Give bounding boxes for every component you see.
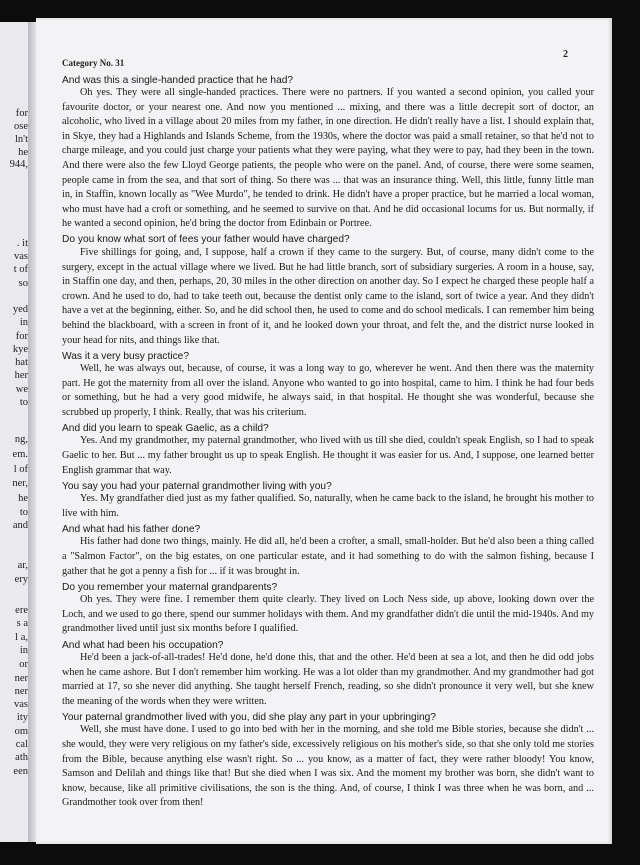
- left-page-fragment: to: [19, 397, 28, 408]
- left-page-fragment: ner: [14, 686, 28, 697]
- left-page-fragment: to: [19, 507, 28, 518]
- left-page-fragment: hat: [15, 357, 28, 368]
- left-page-fragment: he: [18, 493, 28, 504]
- left-page-fragment: cal: [15, 739, 28, 750]
- answer: Yes. And my grandmother, my paternal grandmother, who lived with us till she died, couldn't speak English, so I had to speak Gaelic to her. But ... my father brought us up to speak English. He thought it was easier for us. And, I suppose, one learned better English grammar that way.: [62, 435, 594, 476]
- question: Do you know what sort of fees your father would have charged?: [62, 234, 350, 246]
- left-page-fragment: her: [14, 370, 28, 381]
- question: And what had his father done?: [62, 523, 201, 535]
- left-page-fragment: ath: [15, 752, 28, 763]
- left-page-fragment: ar,: [17, 560, 28, 571]
- left-page-fragment: ln't: [15, 134, 28, 145]
- left-page-fragment: he: [18, 147, 28, 158]
- left-page-fragment: . it: [16, 238, 28, 249]
- left-page-fragment: l a,: [15, 632, 28, 643]
- left-page-fragment: we: [15, 384, 28, 395]
- answer: Well, he was always out, because, of course, it was a long way to go, wherever he went. And then there was the maternity part. He got the maternity from all over the island. Anyone who wanted to go into hospital, came to him. I think he had four beds or something, but he had a very good midwife, he always said, in that hospital. He thought she was wonderful, because she scrubbed up properly, I think. Really, that was his criterium.: [62, 363, 594, 418]
- left-page-fragment: vas: [14, 699, 28, 710]
- left-page-fragment: s a: [16, 618, 28, 629]
- left-page-fragment: vas: [14, 251, 28, 262]
- left-page-fragment: l of: [13, 464, 28, 475]
- left-page-fragment: and: [12, 520, 28, 531]
- left-page-fragment: een: [13, 766, 28, 777]
- left-page-fragment: ng,: [14, 434, 28, 445]
- question: And was this a single-handed practice that he had?: [62, 74, 294, 86]
- answer: Oh yes. They were fine. I remember them quite clearly. They lived on Loch Ness side, up above, looking down over the Loch, and we used to go there, spend our summer holidays with them. And my grandfather didn't die until the mid-1940s. And my grandmother lived until just six months before I qualified.: [62, 594, 594, 635]
- left-page-fragment: ner: [14, 673, 28, 684]
- left-page-fragment: ose: [14, 121, 28, 132]
- answer: His father had done two things, mainly. He did all, he'd been a crofter, a small, small-holder. But he'd also been a thing called a "Salmon Factor", on the big estates, on one particular estate, and it had something to do with the salmon fishing, because I gather that he got a penny a fish for ... if it was brought in.: [62, 536, 594, 577]
- left-page-fragment: om: [14, 726, 28, 737]
- left-page-fragment: or: [19, 659, 28, 670]
- left-page-fragment: em.: [12, 449, 28, 460]
- page-number: 2: [563, 49, 568, 60]
- left-page-fragment: t of: [13, 264, 28, 275]
- question: Do you remember your maternal grandparents?: [62, 581, 278, 593]
- answer: Well, she must have done. I used to go into bed with her in the morning, and she told me Bible stories, because she didn't ... she would, they were very religious on my father's side, excessively religious on his mother's side, so that she only told me stories from the Bible, because anything else wasn't right. So ... you know, as a matter of fact, they were rather bloody! You know, Samson and Delilah and things like that! But she died when I was six. And the moment my brother was born, she didn't want to know, because, like all primitive civilisations, the son is the thing. And, of course, I think I was three when he was born, and ... Grandmother took over from then!: [62, 724, 594, 809]
- left-page-fragment: ner,: [12, 478, 28, 489]
- question: Your paternal grandmother lived with you, did she play any part in your upbringing?: [62, 711, 436, 723]
- document-page: [36, 18, 612, 844]
- left-page-fragment: for: [15, 331, 28, 342]
- left-page-fragment: ere: [15, 605, 28, 616]
- answer: Oh yes. They were all single-handed practices. There were no partners. If you wanted a second opinion, you called your favourite doctor, or your nearest one. And now you mentioned ... mixing, and there was a little decrepit sort of doctor, an alcoholic, who lived in a village about 20 miles from my father, in one direction. He didn't really have a list. I should explain that, in Skye, they had a Highlands and Islands Scheme, from the 1930s, where the doctor was paid a small retainer, so that he'd not to charge mileage, and you could just charge your patients what they were paying, what they were to pay, had they been in the town. And there were also the few Lloyd George patients, the people who were on the panel. And, of course, there were some seamen, people came in from the sea, and that sort of thing. So there was ... that was an insurance thing. Well, this little, funny little man in, in Staffin, known locally as "Wee Murdo", he tended to drink. He didn't have a proper practice, but he married a local woman, who must have had a croft or something, and he seemed to survive on that. And he did occasional locums for us. But normally, if he wanted a second opinion, he'd bring the doctor from Edinbain or Portree.: [62, 87, 594, 230]
- left-page-fragment: 944,: [9, 159, 28, 170]
- interview-transcript: [62, 72, 594, 811]
- question: And what had been his occupation?: [62, 639, 224, 651]
- left-page-fragment: yed: [12, 304, 28, 315]
- left-page-fragment: for: [15, 108, 28, 119]
- question: You say you had your paternal grandmother living with you?: [62, 480, 332, 492]
- left-page-fragment: in: [19, 317, 28, 328]
- left-page-fragment: kye: [12, 344, 28, 355]
- left-page-fragment: ity: [16, 712, 28, 723]
- question: And did you learn to speak Gaelic, as a child?: [62, 422, 269, 434]
- previous-page-edge: [0, 22, 30, 842]
- left-page-fragment: ery: [14, 574, 28, 585]
- left-page-fragment: so: [18, 278, 28, 289]
- category-label: Category No. 31: [62, 58, 125, 68]
- answer: He'd been a jack-of-all-trades! He'd done, he'd done this, that and the other. He'd been at sea a lot, and then he did odd jobs when he came ashore. But I don't remember him working. He was a lot older than my grandmother. And my grandmother had got married at 17, so she never did anything. She taught herself French, reading, so she didn't pronounce it very well, but she knew the meaning of the words when they were written.: [62, 652, 594, 707]
- answer: Yes. My grandfather died just as my father qualified. So, naturally, when he came back to the island, he brought his mother to live with him.: [62, 493, 594, 519]
- answer: Five shillings for going, and, I suppose, half a crown if they came to the surgery. But, of course, many didn't come to the surgery, except in the actual village where we lived. But he had little branch, sort of subsidiary surgeries. A room in a house, say, in Staffin one day, and then, perhaps, 20, 30 miles in the other direction on another day. So I expect he charged these people half a crown. And he used to do, had to take teeth out, because the dentist only came to the island, sort of twice a year. And they didn't have a vet at the beginning, either. So, and he did school then, he used to come and do school medicals. I can remember him being behind the blackboard, with a screen in front of it, and he looked down your throat, and felt the, and the district nurse looked in your head for nits, and things like that.: [62, 246, 594, 346]
- question: Was it a very busy practice?: [62, 350, 190, 362]
- left-page-fragment: in: [19, 645, 28, 656]
